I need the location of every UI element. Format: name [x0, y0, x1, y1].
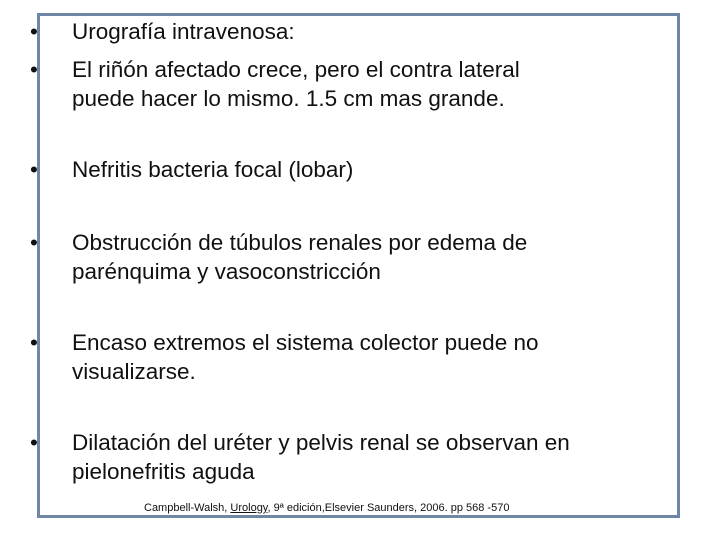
citation	[144, 501, 509, 515]
bullet-line: visualizarse.	[72, 359, 196, 384]
citation-book-title: Urology	[230, 502, 268, 514]
bullet-urografia	[30, 17, 650, 46]
bullet-rinon-afectado	[30, 55, 650, 113]
bullet-line: Dilatación del uréter y pelvis renal se observan en	[72, 430, 570, 455]
bullet-line: puede hacer lo mismo. 1.5 cm mas grande.	[72, 86, 505, 111]
bullet-line: Encaso extremos el sistema colector puede no	[72, 330, 539, 355]
bullet-marker: •	[30, 19, 38, 44]
bullet-marker: •	[30, 157, 38, 182]
bullet-line: pielonefritis aguda	[72, 459, 255, 484]
bullet-encaso	[30, 328, 650, 386]
bullet-line: Nefritis bacteria focal (lobar)	[72, 157, 354, 182]
bullet-obstruccion	[30, 228, 650, 286]
bullet-line: Obstrucción de túbulos renales por edema de	[72, 230, 528, 255]
bullet-marker: •	[30, 230, 38, 255]
bullet-marker: •	[30, 430, 38, 455]
bullet-marker: •	[30, 330, 38, 355]
bullet-marker: •	[30, 57, 38, 82]
citation-authors: Campbell-Walsh,	[144, 502, 231, 514]
bullet-line: Urografía intravenosa:	[72, 19, 295, 44]
citation-publication: , 9ª edición,Elsevier Saunders, 2006. pp 568 -570	[267, 502, 510, 514]
bullet-line: parénquima y vasoconstricción	[72, 259, 381, 284]
bullet-nefritis	[30, 155, 650, 184]
bullet-line: El riñón afectado crece, pero el contra lateral	[72, 57, 520, 82]
bullet-dilatacion	[30, 428, 650, 486]
